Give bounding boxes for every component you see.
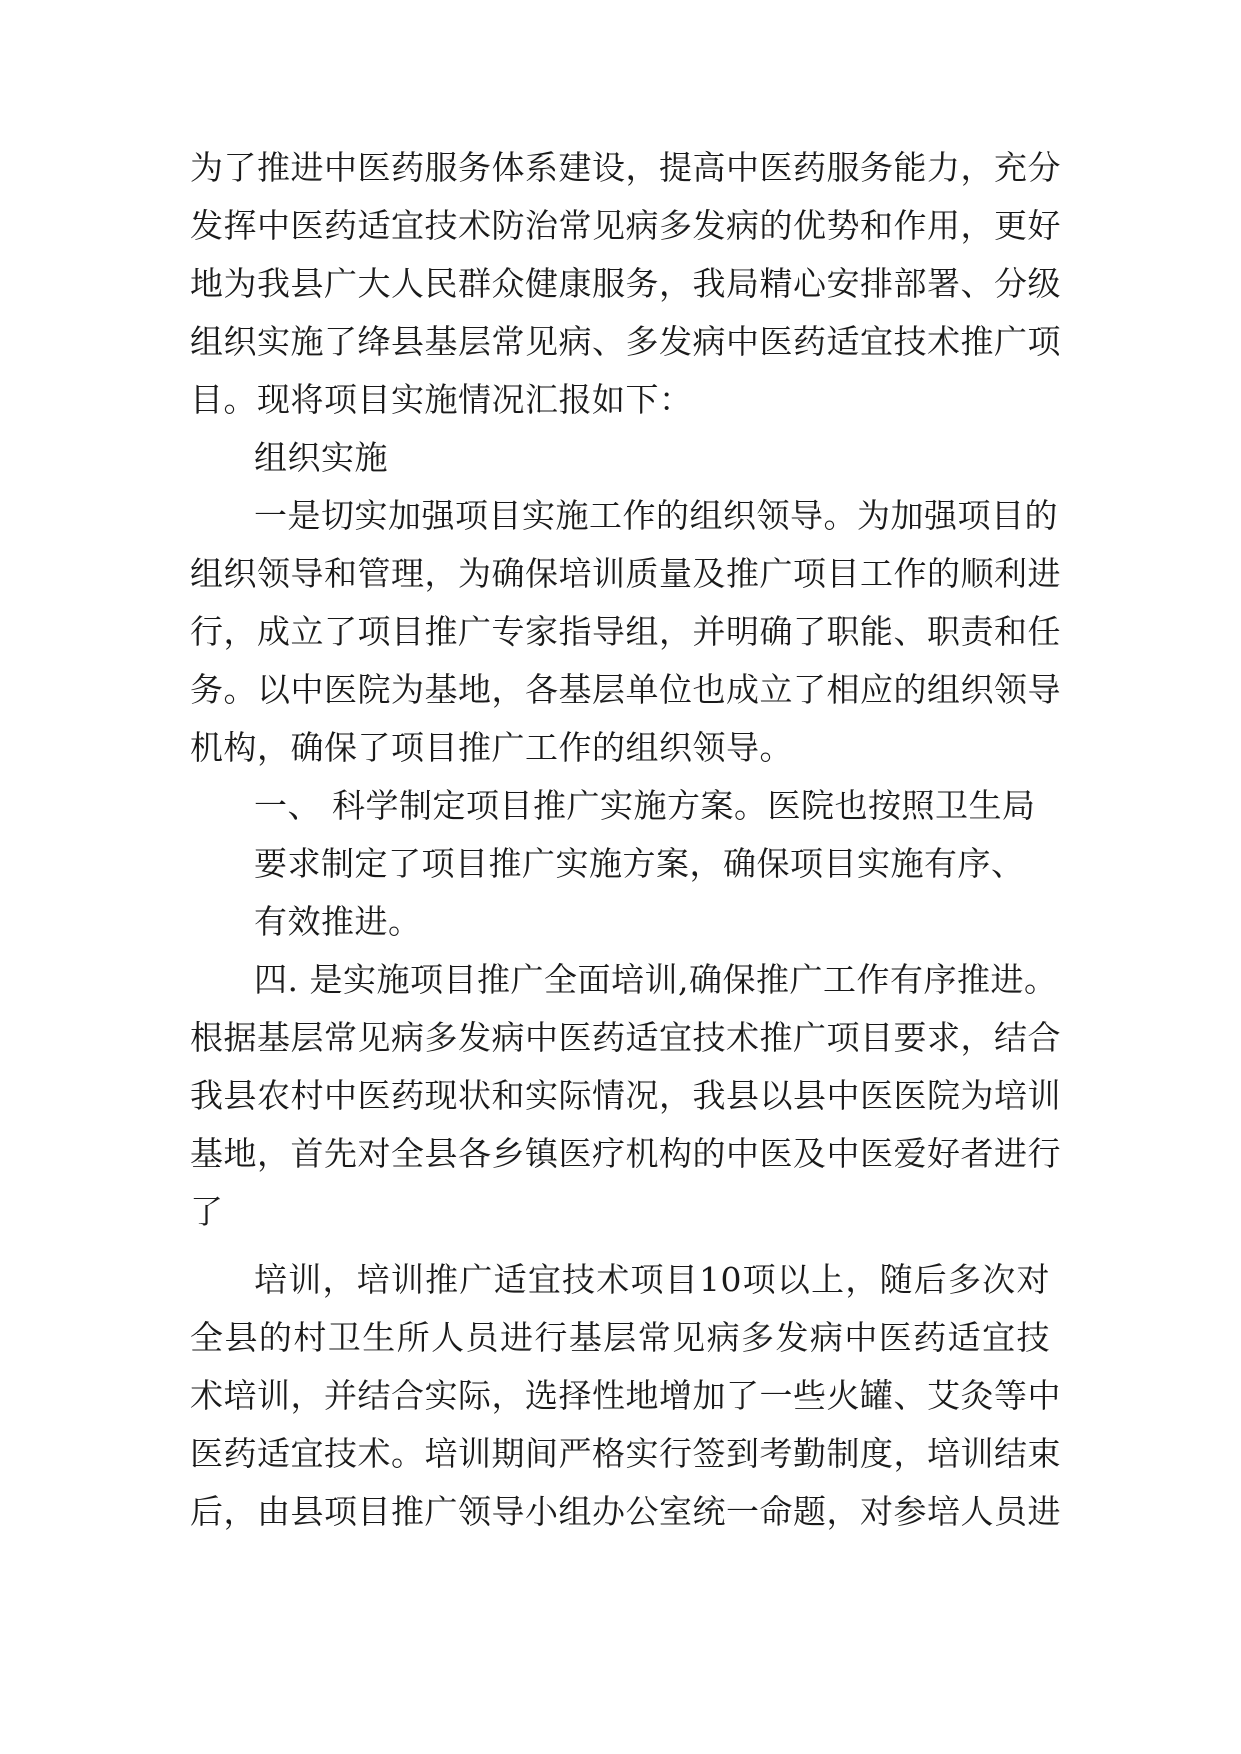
paragraph-line-22: 术培训，并结合实际，选择性地增加了一些火罐、艾灸等中 xyxy=(190,1376,1061,1415)
paragraph-line-8: 组织领导和管理，为确保培训质量及推广项目工作的顺利进 xyxy=(190,554,1061,593)
list-item-line-1: 一、 科学制定项目推广实施方案。医院也按照卫生局 xyxy=(254,786,1036,825)
paragraph-line-2: 发挥中医药适宜技术防治常见病多发病的优势和作用，更好 xyxy=(190,206,1061,245)
paragraph-line-18: 基地，首先对全县各乡镇医疗机构的中医及中医爱好者进行 xyxy=(190,1134,1061,1173)
paragraph-line-20: 培训，培训推广适宜技术项目10项以上，随后多次对 xyxy=(254,1260,1050,1299)
paragraph-line-16: 根据基层常见病多发病中医药适宜技术推广项目要求，结合 xyxy=(190,1018,1061,1057)
list-item-line-2: 要求制定了项目推广实施方案，确保项目实施有序、 xyxy=(254,844,1025,883)
paragraph-line-24: 后，由县项目推广领导小组办公室统一命题，对参培人员进 xyxy=(190,1492,1061,1531)
list-item-line-3: 有效推进。 xyxy=(254,902,422,941)
paragraph-line-4: 组织实施了绛县基层常见病、多发病中医药适宜技术推广项 xyxy=(190,322,1061,361)
paragraph-line-3: 地为我县广大人民群众健康服务，我局精心安排部署、分级 xyxy=(190,264,1061,303)
paragraph-line-10: 务。以中医院为基地，各基层单位也成立了相应的组织领导 xyxy=(190,670,1061,709)
paragraph-line-1: 为了推进中医药服务体系建设，提高中医药服务能力，充分 xyxy=(190,148,1061,187)
paragraph-line-17: 我县农村中医药现状和实际情况，我县以县中医医院为培训 xyxy=(190,1076,1061,1115)
paragraph-line-9: 行，成立了项目推广专家指导组，并明确了职能、职责和任 xyxy=(190,612,1061,651)
paragraph-line-15: 四. 是实施项目推广全面培训,确保推广工作有序推进。 xyxy=(254,960,1058,999)
section-heading: 组织实施 xyxy=(254,438,388,477)
paragraph-line-5: 目。现将项目实施情况汇报如下： xyxy=(190,380,693,419)
paragraph-line-19: 了 xyxy=(190,1192,224,1231)
paragraph-line-21: 全县的村卫生所人员进行基层常见病多发病中医药适宜技 xyxy=(190,1318,1050,1357)
paragraph-line-23: 医药适宜技术。培训期间严格实行签到考勤制度，培训结束 xyxy=(190,1434,1061,1473)
paragraph-line-7: 一是切实加强项目实施工作的组织领导。为加强项目的 xyxy=(254,496,1058,535)
paragraph-line-11: 机构，确保了项目推广工作的组织领导。 xyxy=(190,728,793,767)
